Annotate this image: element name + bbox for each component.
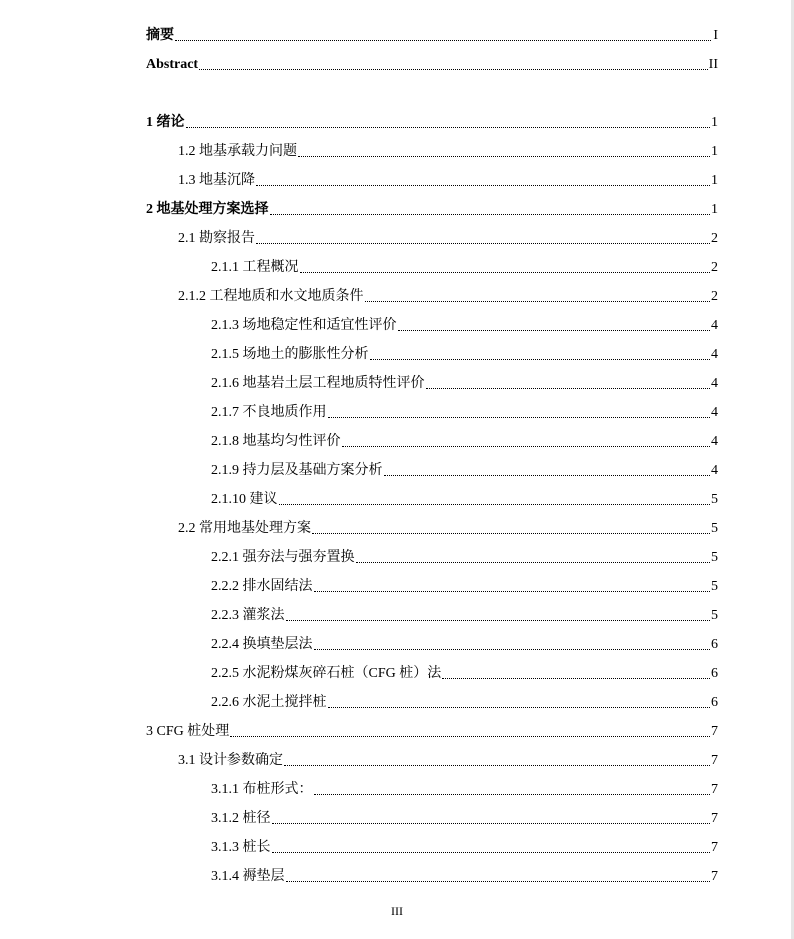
toc-dot-leader [230,736,710,737]
toc-entry-2-2-5[interactable] [211,661,718,683]
toc-entry-label: 1.3 地基沉降 [178,173,255,188]
toc-entry-label: 摘要 [146,28,174,43]
toc-dot-leader [272,823,711,824]
toc-entry-page: 5 [711,492,718,507]
toc-entry-2-1-2[interactable] [178,284,718,306]
toc-dot-leader [442,678,710,679]
toc-entry-abstract-cn[interactable] [146,23,718,45]
toc-entry-2-1-9[interactable] [211,458,718,480]
toc-entry-page: 4 [711,318,718,333]
toc-entry-2-2-2[interactable] [211,574,718,596]
toc-entry-label: 2.2.4 换填垫层法 [211,637,313,652]
toc-entry-page: 5 [711,521,718,536]
toc-entry-page: 7 [711,840,718,855]
toc-entry-page: 4 [711,434,718,449]
toc-entry-label: 3.1.3 桩长 [211,840,271,855]
toc-entry-label: 1 绪论 [146,115,185,130]
toc-dot-leader [426,388,711,389]
toc-dot-leader [284,765,710,766]
toc-dot-leader [365,301,711,302]
toc-entry-2-1-1[interactable] [211,255,718,277]
toc-entry-label: 2.1.7 不良地质作用 [211,405,327,420]
toc-entry-2-1-5[interactable] [211,342,718,364]
toc-dot-leader [186,127,711,128]
toc-entry-page: II [708,57,718,72]
toc-entry-label: 2.2 常用地基处理方案 [178,521,311,536]
toc-entry-label: Abstract [146,57,199,72]
toc-entry-1-2[interactable] [178,139,718,161]
toc-entry-label: 2.1.2 工程地质和水文地质条件 [178,289,364,304]
toc-entry-1-3[interactable] [178,168,718,190]
footer-page-number: III [391,904,403,918]
toc-entry-3-1-2[interactable] [211,806,718,828]
toc-dot-leader [272,852,711,853]
toc-entry-label: 2.2.6 水泥土搅拌桩 [211,695,327,710]
toc-entry-2-1-6[interactable] [211,371,718,393]
toc-entry-2-1-8[interactable] [211,429,718,451]
toc-entry-label: 2 地基处理方案选择 [146,202,269,217]
toc-entry-2-1-10[interactable] [211,487,718,509]
toc-entry-page: 5 [711,550,718,565]
toc-entry-page: 2 [711,231,718,246]
toc-dot-leader [175,40,711,41]
toc-dot-leader [286,620,711,621]
toc-entry-label: 2.1.1 工程概况 [211,260,299,275]
toc-dot-leader [314,591,711,592]
toc-entry-page: 4 [711,405,718,420]
toc-entry-page: 4 [711,347,718,362]
toc-entry-label: 2.2.1 强夯法与强夯置换 [211,550,355,565]
toc-entry-label: 2.2.3 灌浆法 [211,608,285,623]
toc-entry-page: 6 [711,666,718,681]
toc-entry-3-1-1[interactable] [211,777,718,799]
toc-entry-page: 5 [711,579,718,594]
toc-entry-page: 1 [711,173,718,188]
toc-dot-leader [199,69,708,70]
toc-dot-leader [298,156,710,157]
toc-entry-page: 1 [711,115,718,130]
toc-entry-2-2-3[interactable] [211,603,718,625]
toc-dot-leader [314,649,711,650]
toc-entry-label: 2.1.9 持力层及基础方案分析 [211,463,383,478]
toc-entry-label: 3.1.2 桩径 [211,811,271,826]
toc-dot-leader [279,504,711,505]
toc-entry-label: 3.1.4 褥垫层 [211,869,285,884]
toc-entry-page: I [713,28,718,43]
toc-dot-leader [270,214,711,215]
toc-dot-leader [314,794,711,795]
toc-entry-2-1-7[interactable] [211,400,718,422]
toc-entry-label: 2.1.5 场地土的膨胀性分析 [211,347,369,362]
toc-entry-abstract-en[interactable] [146,52,718,74]
toc-entry-label: 2.1.10 建议 [211,492,278,507]
toc-dot-leader [356,562,711,563]
toc-entry-3-1[interactable] [178,748,718,770]
toc-entry-label: 2.2.2 排水固结法 [211,579,313,594]
toc-entry-2-1[interactable] [178,226,718,248]
toc-entry-label: 2.1.6 地基岩土层工程地质特性评价 [211,376,425,391]
toc-entry-page: 6 [711,695,718,710]
toc-entry-page: 2 [711,289,718,304]
toc-entry-label: 2.1 勘察报告 [178,231,255,246]
toc-entry-label: 3.1 设计参数确定 [178,753,283,768]
toc-dot-leader [370,359,711,360]
toc-dot-leader [398,330,711,331]
toc-dot-leader [256,185,710,186]
toc-entry-label: 3.1.1 布桩形式： [211,782,313,797]
toc-entry-label: 2.1.8 地基均匀性评价 [211,434,341,449]
toc-entry-page: 5 [711,608,718,623]
toc-dot-leader [384,475,711,476]
toc-entry-chapter-2[interactable] [146,197,718,219]
toc-dot-leader [300,272,711,273]
toc-entry-2-2[interactable] [178,516,718,538]
toc-entry-2-2-6[interactable] [211,690,718,712]
toc-entry-page: 1 [711,202,718,217]
toc-entry-page: 2 [711,260,718,275]
toc-entry-2-1-3[interactable] [211,313,718,335]
toc-entry-3-1-4[interactable] [211,864,718,886]
toc-entry-label: 2.1.3 场地稳定性和适宜性评价 [211,318,397,333]
toc-entry-chapter-1[interactable] [146,110,718,132]
toc-dot-leader [328,417,711,418]
toc-entry-label: 2.2.5 水泥粉煤灰碎石桩（CFG 桩）法 [211,666,442,681]
toc-entry-2-2-4[interactable] [211,632,718,654]
toc-dot-leader [312,533,710,534]
toc-entry-page: 7 [711,869,718,884]
toc-entry-page: 6 [711,637,718,652]
toc-dot-leader [342,446,711,447]
toc-entry-label: 3 CFG 桩处理 [146,724,230,739]
toc-entry-page: 7 [711,753,718,768]
toc-entry-2-2-1[interactable] [211,545,718,567]
toc-entry-3-1-3[interactable] [211,835,718,857]
toc-entry-page: 7 [711,724,718,739]
toc-dot-leader [286,881,711,882]
toc-entry-label: 1.2 地基承载力问题 [178,144,297,159]
toc-dot-leader [328,707,711,708]
toc-entry-page: 7 [711,811,718,826]
toc-dot-leader [256,243,710,244]
toc-entry-page: 1 [711,144,718,159]
toc-entry-page: 7 [711,782,718,797]
toc-entry-chapter-3[interactable] [146,719,718,741]
toc-entry-page: 4 [711,376,718,391]
toc-entry-page: 4 [711,463,718,478]
